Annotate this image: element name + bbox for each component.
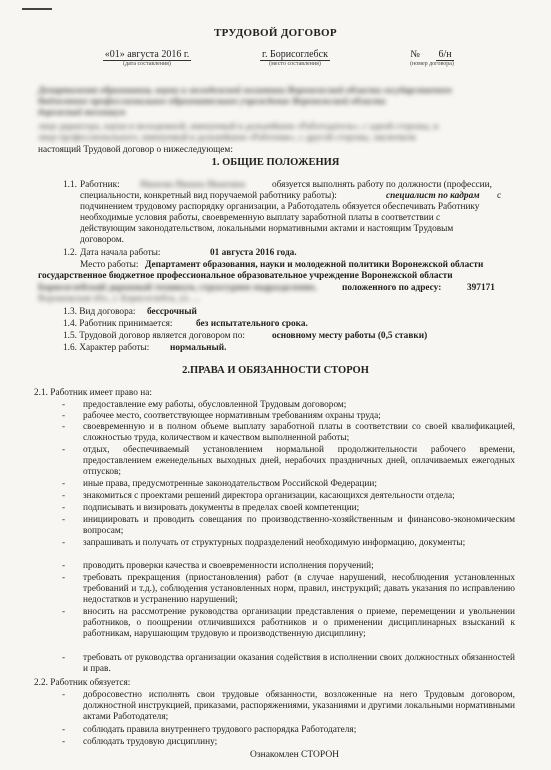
right-item: отдых, обеспечиваемый установлением нормальной продолжительности рабочего времени, предоставлением еженедельных выходных дней, нерабочих праздничных дней, оплачиваемых ежегодных отпусков;	[83, 445, 515, 477]
intro-line-3: дорожный техникум	[38, 108, 126, 118]
p12-value: 01 августа 2016 года.	[210, 248, 297, 258]
p11-name-redacted: Иванова Иванна Ивановна	[140, 180, 246, 190]
section-2-title: 2.ПРАВА И ОБЯЗАННОСТИ СТОРОН	[182, 365, 369, 376]
p11-role: специалист по кадрам	[386, 191, 480, 201]
place-redacted: Борисоглебский дорожный техникум, структурное подразделение,	[38, 283, 317, 293]
right-item: знакомиться с проектами решений директора организации, касающихся деятельности отдела;	[83, 491, 455, 501]
right-item: своевременную и в полном объеме выплату заработной платы в соответствии со своей квалификацией, сложностью труда, количеством и качеством выполненной работы;	[83, 422, 515, 443]
duty-item: соблюдать трудовую дисциплину;	[83, 737, 218, 747]
intro-line-6: настоящий Трудовой договор о нижеследующем:	[38, 145, 233, 155]
place-zip: 397171	[467, 283, 495, 293]
right-item: подписывать и визировать документы в пределах своей компетенции;	[83, 503, 360, 513]
right-item: иные права, предусмотренные законодательством Российской Федерации;	[83, 479, 377, 489]
p22-label: 2.2. Работник обязуется:	[34, 678, 131, 688]
number-value: 6/н	[438, 49, 452, 60]
date-caption: (дата составления)	[123, 61, 171, 67]
right-item: вносить на рассмотрение руководства организации представления о приеме, перемещении и увольнении работников, о поощрении отличившихся работников и о применении дисциплинарных взысканий к работникам, нарушающим трудовую и производственную дисциплину;	[83, 607, 515, 639]
p11-num: 1.1.	[63, 180, 77, 190]
place-value: г. Борисоглебск	[262, 49, 328, 60]
p14-value: без испытательного срока.	[196, 319, 308, 329]
place-text-3: положенного по адресу:	[342, 283, 442, 293]
section-1-title: 1. ОБЩИЕ ПОЛОЖЕНИЯ	[211, 157, 340, 168]
p11-label: Работник:	[80, 180, 120, 190]
p11-text-5: необходимые условия работы, своевременную выплату заработной платы в соответствии с	[80, 213, 441, 223]
intro-line-2: бюджетное профессиональное образовательное учреждение Воронежской области	[38, 97, 386, 107]
place-caption: (место составления)	[269, 61, 321, 67]
number-caption: (номер договора)	[410, 61, 454, 67]
p16-label: 1.6. Характер работы:	[63, 343, 150, 353]
right-item: проводить проверки качества и своевременности исполнения поручений;	[83, 561, 374, 571]
contract-page: ТРУДОВОЙ ДОГОВОР «01» августа 2016 г. (дата составления) г. Борисоглебск (место составления) № 6/н (номер договора) Департамент образования, науки и молодежной политики Воронежской области государственное бюджетное профессиональное образовательное учреждение Воронежской области дорожный техникум лице директора, науки и молодежной, именуемый в дальнейшем «Работодатель», с одной стороны, и лице профессионального, именуемый в дальнейшем «Работник», с другой стороны, заключили настоящий Трудовой договор о нижеследующем: 1. ОБЩИЕ ПОЛОЖЕНИЯ 1.1. Работник: Иванова Иванна Ивановна обязуется выполнять работу по должности (профессии, специальности, конкретный вид поручаемой работнику работы): специалист по кадрам с подчинением трудовому распорядку организации, а Работодатель обязуется обеспечивать Работнику необходимые условия работы, своевременную выплату заработной платы в соответствии с действующим законодательством, локальными нормативными актами и настоящим Трудовым договором. 1.2. Дата начала работы: 01 августа 2016 года. Место работы: Департамент образования, науки и молодежной политики Воронежской области государственное бюджетное профессиональное образовательное учреждение Воронежской области Борисоглебский дорожный техникум, структурное подразделение, положенного по адресу: 397171 Воронежская обл., г. Борисоглебск, ул. ... 1.3. Вид договора: бессрочный 1.4. Работник принимается: без испытательного срока. 1.5. Трудовой договор является договором по: основному месту работы (0,5 ставки) 1.6. Характер работы: нормальный. 2.ПРАВА И ОБЯЗАННОСТИ СТОРОН 2.1. Работник имеет право на: - предоставление ему работы, обусловленной Трудовым договором; - рабочее место, соответствующее нормативным требованиям охраны труда; - своевременную и в полном объеме выплату заработной платы в соответствии со своей квалификацией, сложностью труда, количеством и качеством выполненной работы; - отдых, обеспечиваемый установлением нормальной продолжительности рабочего времени, предоставлением еженедельных выходных дней, нерабочих праздничных дней, оплачиваемых ежегодных отпусков; - иные права, предусмотренные законодательством Российской Федерации; - знакомиться с проектами решений директора организации, касающихся деятельности отдела; - подписывать и визировать документы в пределах своей компетенции; - инициировать и проводить совещания по производственно-хозяйственным и финансово-экономическим вопросам; - запрашивать и получать от структурных подразделений необходимую информацию, документы; - проводить проверки качества и своевременности исполнения поручений; - требовать прекращения (приостановления) работ (в случае нарушений, несоблюдения установленных требований и т.д.), соблюдения установленных норм, правил, инструкций; давать указания по исправлению недостатков и устранению нарушений; - вносить на рассмотрение руководства организации представления о приеме, перемещении и увольнении работников, о поощрении отличившихся работников и о применении дисциплинарных взысканий к работникам, нарушающим трудовую и производственную дисциплину; - требовать от руководства организации оказания содействия в исполнении своих должностных обязанностей и прав. 2.2. Работник обязуется: - добросовестно исполнять свои трудовые обязанности, возложенные на него Трудовым договором, должностной инструкцией, приказами, распоряжениями, указаниями и другими локальными нормативными актами Работодателя; - соблюдать правила внутреннего трудового распорядка Работодателя; - соблюдать трудовую дисциплину; Ознакомлен СТОРОН	[0, 0, 551, 770]
p11-text-6: действующим законодательством, локальными нормативными актами и настоящим Трудовым	[80, 224, 454, 234]
p11-text-2: специальности, конкретный вид поручаемой работнику работы):	[80, 191, 337, 201]
right-item: инициировать и проводить совещания по производственно-хозяйственным и финансово-экономическим вопросам;	[83, 515, 515, 536]
number-prefix: №	[410, 49, 420, 60]
p15-value: основному месту работы (0,5 ставки)	[272, 331, 428, 341]
p14-label: 1.4. Работник принимается:	[63, 319, 173, 329]
intro-line-5: лице профессионального, именуемый в дальнейшем «Работник», с другой стороны, заключили	[38, 133, 416, 143]
p12-num: 1.2.	[63, 248, 77, 258]
place-text-2: государственное бюджетное профессиональное образовательное учреждение Воронежской области	[38, 271, 453, 281]
p12-label: Дата начала работы:	[80, 248, 161, 258]
place-redacted-2: Воронежская обл., г. Борисоглебск, ул. ...	[38, 294, 200, 304]
intro-line-1: Департамент образования, науки и молодежной политики Воронежской области государственное	[38, 86, 453, 96]
right-item: требовать от руководства организации оказания содействия в исполнении своих должностных обязанностей и прав.	[83, 653, 515, 674]
place-text-1: Департамент образования, науки и молодежной политики Воронежской области	[145, 260, 484, 270]
place-field	[250, 49, 340, 68]
intro-line-4: лице директора, науки и молодежной, именуемый в дальнейшем «Работодатель», с одной стороны, и	[38, 122, 439, 132]
p13-label: 1.3. Вид договора:	[63, 307, 136, 317]
p11-text-3: с	[497, 191, 502, 201]
p11-text-4: подчинением трудовому распорядку организации, а Работодатель обязуется обеспечивать Работнику	[80, 202, 480, 212]
page-footer: Ознакомлен СТОРОН	[250, 750, 340, 760]
p11-text-1: обязуется выполнять работу по должности (профессии,	[272, 180, 492, 190]
place-label: Место работы:	[80, 260, 139, 270]
document-title: ТРУДОВОЙ ДОГОВОР	[214, 27, 337, 39]
date-value: «01» августа 2016 г.	[104, 49, 190, 60]
duty-item: соблюдать правила внутреннего трудового распорядка Работодателя;	[83, 725, 357, 735]
p11-text-7: договором.	[80, 235, 124, 245]
right-item: предоставление ему работы, обусловленной Трудовым договором;	[83, 400, 347, 410]
duty-item: добросовестно исполнять свои трудовые обязанности, возложенные на него Трудовым договором, должностной инструкцией, приказами, распоряжениями, указаниями и другими локальными нормативными актами Работодателя;	[83, 690, 515, 722]
p15-label: 1.5. Трудовой договор является договором по:	[63, 331, 245, 341]
date-field	[92, 49, 202, 68]
header-meta	[0, 49, 551, 71]
right-item: рабочее место, соответствующее нормативным требованиям охраны труда;	[83, 411, 381, 421]
p13-value: бессрочный	[147, 307, 197, 317]
p16-value: нормальный.	[170, 343, 227, 353]
right-item: запрашивать и получать от структурных подразделений необходимую информацию, документы;	[83, 538, 466, 548]
right-item: требовать прекращения (приостановления) работ (в случае нарушений, несоблюдения установленных требований и т.д.), соблюдения установленных норм, правил, инструкций; давать указания по исправлению недостатков и устранению нарушений;	[83, 573, 515, 605]
p21-label: 2.1. Работник имеет право на:	[34, 388, 152, 398]
scan-mark	[22, 8, 52, 10]
number-field	[392, 49, 472, 68]
